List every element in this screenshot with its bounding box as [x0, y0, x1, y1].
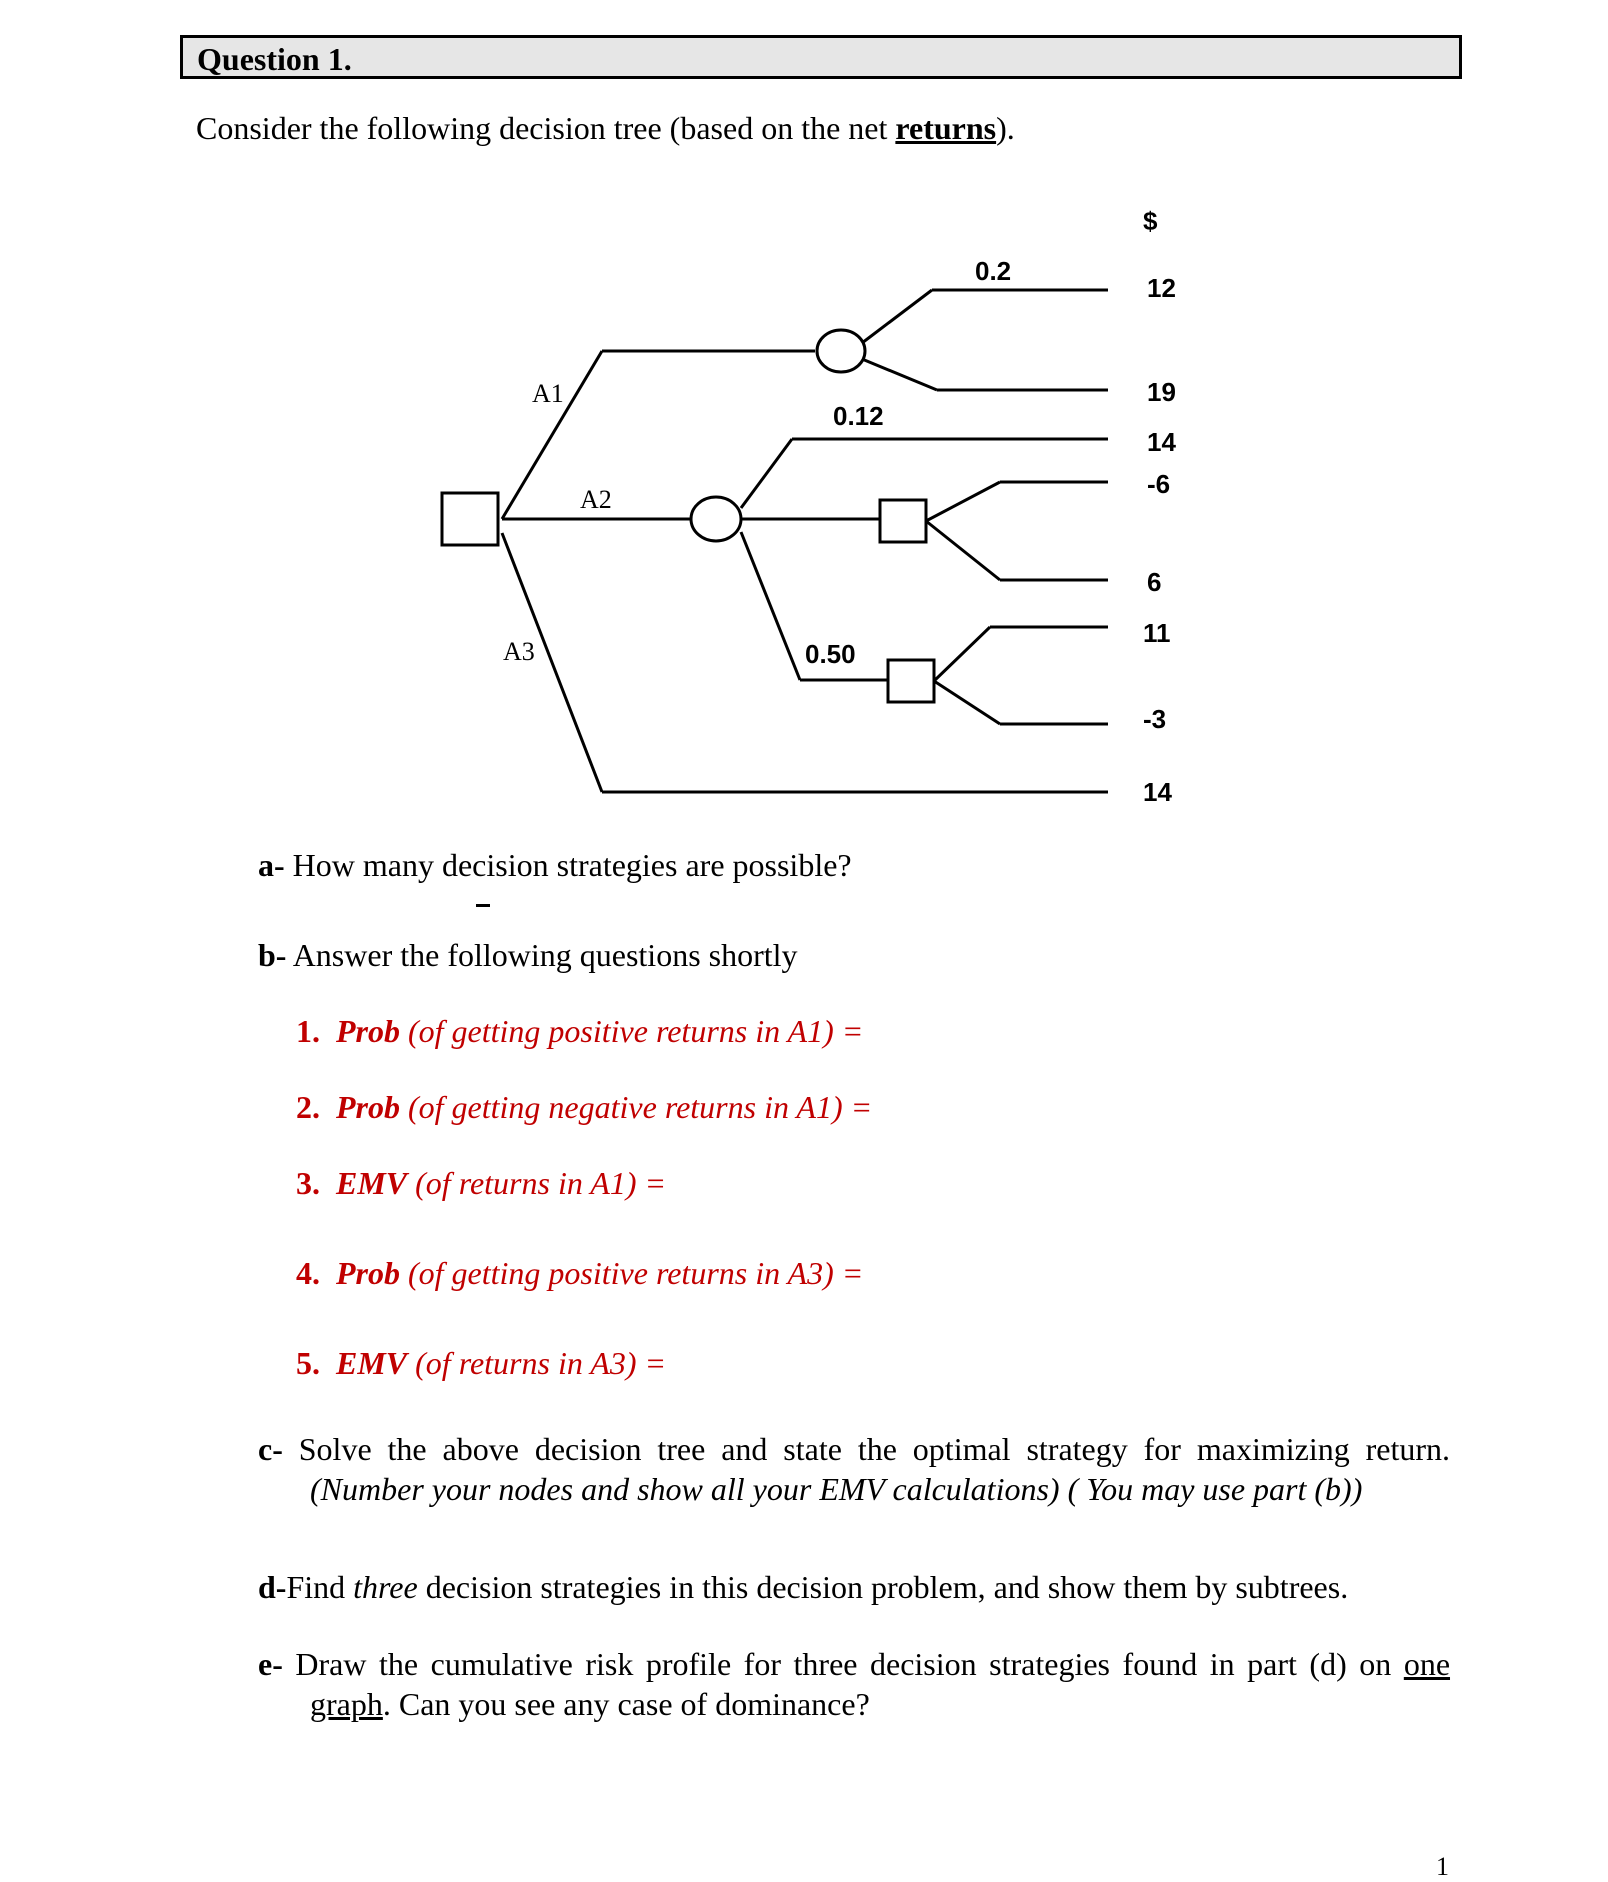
- b-item-5: 5. EMV (of returns in A3) =: [296, 1345, 667, 1381]
- page-number: 1: [1436, 1852, 1449, 1881]
- question-c: c- Solve the above decision tree and state the optimal strategy for maximizing return. (Number your nodes and show all your EMV calculations) ( You may use part (b)): [258, 1431, 1450, 1507]
- stray-mark: [476, 904, 490, 907]
- question-title: Question 1.: [197, 41, 352, 77]
- b-item-2: 2. Prob (of getting negative returns in A1) =: [296, 1089, 873, 1125]
- branch-to-19: [862, 359, 937, 390]
- branch-to-neg6: [926, 482, 1000, 521]
- payoff-11: 11: [1143, 618, 1171, 648]
- decision-node-3: [888, 660, 934, 702]
- branch-to-6: [926, 521, 1000, 580]
- decision-node-2: [880, 500, 926, 542]
- b-item-1: 1. Prob (of getting positive returns in A1) =: [296, 1013, 864, 1049]
- payoff-12: 12: [1147, 273, 1176, 303]
- payoff-14b: 14: [1143, 777, 1172, 807]
- payoff-19: 19: [1147, 377, 1176, 407]
- label-a1: A1: [532, 379, 564, 408]
- chance-node-1: [817, 330, 865, 372]
- branch-0-50: [741, 532, 800, 680]
- payoff-neg3: -3: [1143, 704, 1167, 734]
- prob-0-2: 0.2: [975, 256, 1012, 286]
- prob-0-12: 0.12: [833, 401, 884, 431]
- payoff-14: 14: [1147, 427, 1176, 457]
- label-a2: A2: [580, 485, 612, 514]
- branch-0-2: [862, 290, 932, 343]
- chance-node-2: [691, 497, 741, 541]
- intro-text: Consider the following decision tree (based on the net returns).: [196, 110, 1015, 146]
- returns-emphasis: returns: [895, 110, 997, 146]
- question-b: b- Answer the following questions shortly: [258, 937, 798, 973]
- root-decision-node: [442, 493, 498, 545]
- payoff-6: 6: [1147, 567, 1162, 597]
- branch-0-12: [741, 439, 792, 508]
- decision-tree-diagram: [0, 0, 1608, 830]
- branch-to-neg3: [934, 681, 1000, 724]
- question-a: a- How many decision strategies are possible?: [258, 847, 852, 883]
- payoff-neg6: -6: [1147, 469, 1171, 499]
- b-item-4: 4. Prob (of getting positive returns in A3) =: [296, 1255, 864, 1291]
- question-e: e- Draw the cumulative risk profile for three decision strategies found in part (d) on one graph. Can you see any case of dominance?: [258, 1646, 1451, 1722]
- branch-to-11: [934, 627, 990, 681]
- b-item-3: 3. EMV (of returns in A1) =: [296, 1165, 667, 1201]
- question-d: d-Find three decision strategies in this decision problem, and show them by subtrees.: [258, 1569, 1349, 1605]
- label-a3: A3: [503, 637, 535, 666]
- prob-0-50: 0.50: [805, 639, 856, 669]
- currency-header: $: [1143, 206, 1158, 236]
